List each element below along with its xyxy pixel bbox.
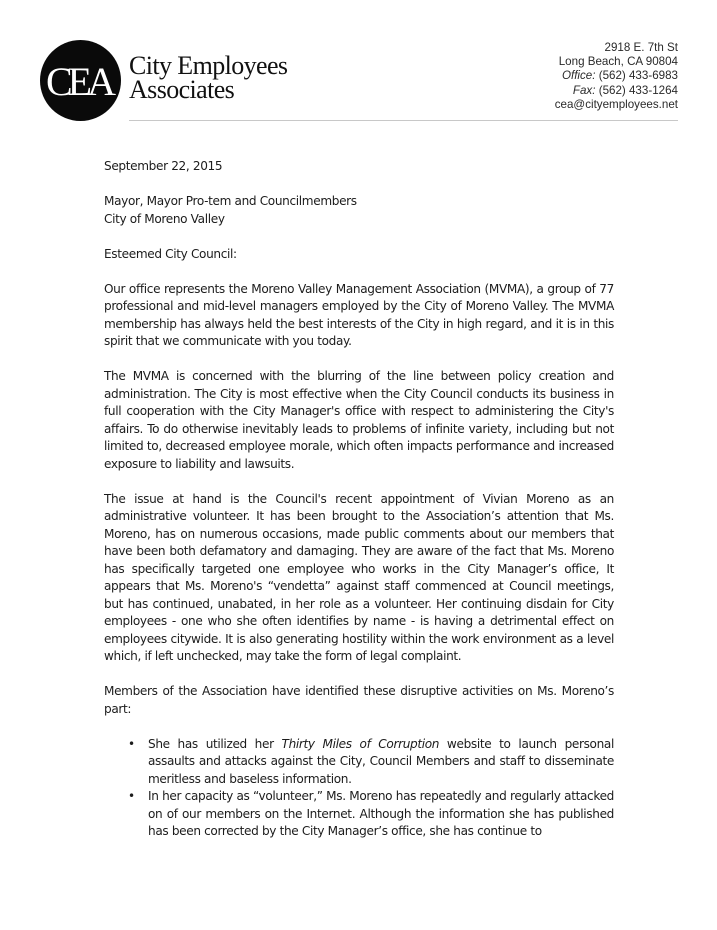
- office-phone: (562) 433-6983: [598, 69, 678, 83]
- website-name: Thirty Miles of Corruption: [281, 736, 440, 751]
- paragraph-intro: Our office represents the Moreno Valley Management Association (MVMA), a group of 77 professional and mid-level managers employed by the City of Moreno Valley. The MVMA membership has always held the best interests of the City in high regard, and it is in this spirit that we communicate with you today.: [104, 281, 614, 348]
- addressee-block: [104, 193, 614, 228]
- logo-initials: CEA: [46, 58, 111, 104]
- contact-block: [555, 41, 678, 112]
- letterhead-divider: [129, 120, 678, 121]
- bullet-icon: •: [128, 736, 135, 751]
- bullet-text-after: website to launch personal assaults and attacks against the City, Council Members and staff to disseminate meritless and baseless information.: [148, 736, 614, 786]
- organization-name: [129, 51, 288, 104]
- letter-body: [104, 158, 614, 841]
- paragraph-activities-intro: Members of the Association have identified these disruptive activities on Ms. Moreno’s part:: [104, 684, 614, 716]
- addressee-line1: Mayor, Mayor Pro-tem and Councilmembers: [104, 194, 357, 208]
- office-phone-row: [555, 69, 678, 83]
- office-label: Office:: [561, 69, 596, 83]
- letterhead: [0, 0, 717, 130]
- email-address: cea@cityemployees.net: [554, 97, 678, 111]
- letter-date: September 22, 2015: [104, 159, 223, 173]
- organization-name-line2: Associates: [129, 75, 235, 104]
- organization-name-line1: City Employees: [129, 51, 288, 80]
- activities-list: [104, 736, 614, 841]
- paragraph-issue: The issue at hand is the Council's recent appointment of Vivian Moreno as an administrative volunteer. It has been brought to the Association’s attention that Ms. Moreno, has on numerous occasions, made public comments about our members that have been both defamatory and damaging. They are aware of the fact that Ms. Moreno has specifically targeted one employee who works in the City Manager’s office, It appears that Ms. Moreno's “vendetta” against staff commenced at Council meetings, but has continued, unabated, in her role as a volunteer. Her continuing disdain for City employees - one who she often identifies by name - is having a detrimental effect on employees citywide. It is also generating hostility within the work environment as a level which, if left unchecked, may take the form of legal complaint.: [104, 491, 614, 663]
- list-item: [104, 736, 614, 789]
- fax-phone: (562) 433-1264: [598, 83, 678, 97]
- street-address: 2918 E. 7th St: [604, 41, 678, 54]
- list-item: [104, 788, 614, 841]
- fax-label: Fax:: [572, 83, 596, 97]
- salutation: Esteemed City Council:: [104, 246, 237, 261]
- paragraph-concern: The MVMA is concerned with the blurring of the line between policy creation and administration. The City is most effective when the City Council conducts its business in full cooperation with the City Manager's office with respect to administering the City's affairs. To do otherwise inevitably leads to problems of infinite variety, including but not limited to, decreased employee morale, which often impacts performance and increased exposure to liability and lawsuits.: [104, 369, 614, 471]
- addressee-line2: City of Moreno Valley: [104, 211, 225, 226]
- bullet-text-before: She has utilized her: [148, 736, 282, 751]
- bullet-text: In her capacity as “volunteer,” Ms. Moreno has repeatedly and regularly attacked on of our members on the Internet. Although the information she has published has been corrected by the City Manager’s office, she has continue to: [148, 789, 614, 838]
- bullet-icon: •: [128, 789, 135, 803]
- cea-logo-icon: [40, 40, 121, 121]
- fax-row: [555, 84, 678, 98]
- city-state-zip: Long Beach, CA 90804: [558, 55, 678, 69]
